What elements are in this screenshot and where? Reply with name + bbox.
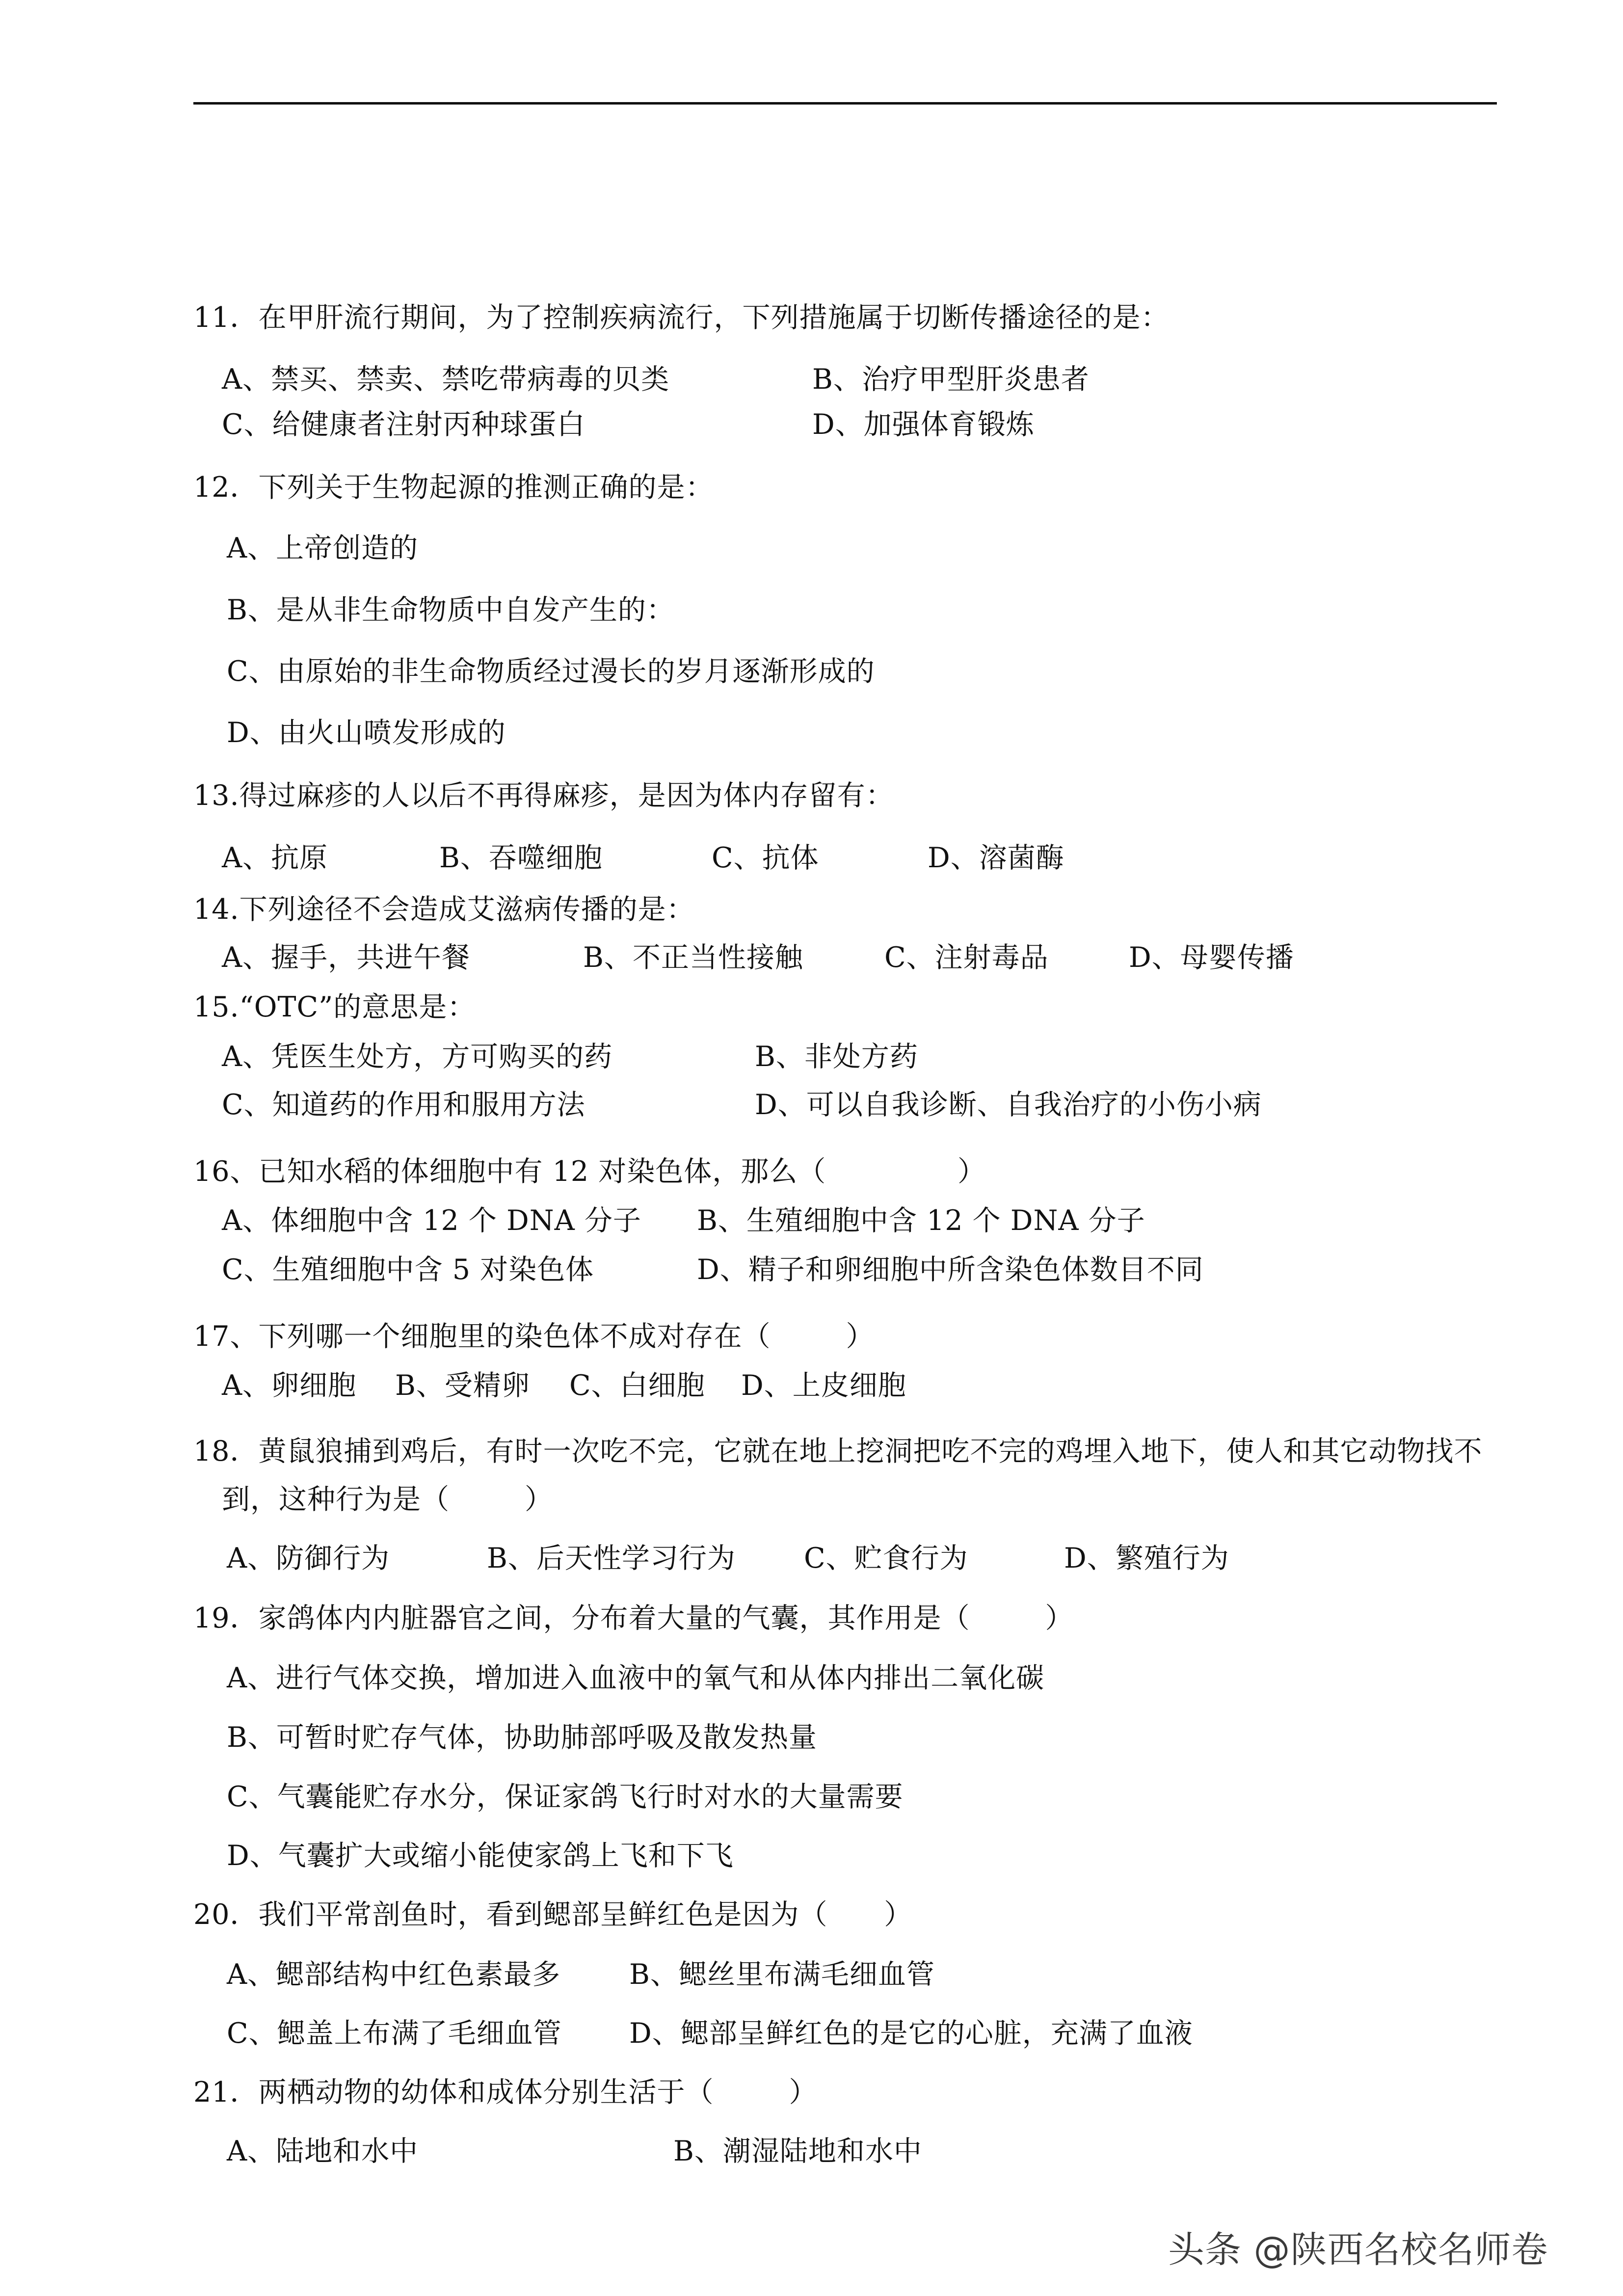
question-13-stem: 13.得过麻疹的人以后不再得麻疹，是因为体内存留有： — [193, 779, 894, 812]
question-20-option-a: A、鳃部结构中红色素最多 — [227, 1958, 561, 1991]
question-16-option-d: D、精子和卵细胞中所含染色体数目不同 — [697, 1254, 1204, 1286]
question-15-option-a: A、凭医生处方，方可购买的药 — [222, 1041, 613, 1073]
question-19-option-c: C、气囊能贮存水分，保证家鸽飞行时对水的大量需要 — [227, 1781, 904, 1813]
question-11-option-b: B、治疗甲型肝炎患者 — [812, 363, 1090, 396]
question-12-option-c: C、由原始的非生命物质经过漫长的岁月逐渐形成的 — [227, 655, 875, 688]
question-16-stem: 16、已知水稻的体细胞中有 12 对染色体，那么（ ） — [193, 1155, 986, 1188]
question-11-option-d: D、加强体育锻炼 — [812, 408, 1035, 441]
question-21-stem: 21．两栖动物的幼体和成体分别生活于（ ） — [193, 2076, 818, 2109]
question-20-option-d: D、鳃部呈鲜红色的是它的心脏，充满了血液 — [629, 2017, 1193, 2050]
question-11-option-a: A、禁买、禁卖、禁吃带病毒的贝类 — [222, 363, 670, 396]
question-21-option-b: B、潮湿陆地和水中 — [673, 2135, 922, 2167]
question-18-stem-continued: 到，这种行为是（ ） — [222, 1483, 553, 1516]
question-17-option-a: A、卵细胞 — [222, 1369, 357, 1402]
question-17-option-d: D、上皮细胞 — [741, 1369, 906, 1402]
question-14-option-c: C、注射毒品 — [884, 941, 1049, 974]
question-15-option-b: B、非处方药 — [755, 1041, 918, 1073]
question-17-stem: 17、下列哪一个细胞里的染色体不成对存在（ ） — [193, 1320, 875, 1353]
question-16-option-b: B、生殖细胞中含 12 个 DNA 分子 — [697, 1204, 1145, 1237]
question-18-stem: 18．黄鼠狼捕到鸡后，有时一次吃不完，它就在地上挖洞把吃不完的鸡埋入地下，使人和其它动物找不 — [193, 1435, 1483, 1468]
question-12-option-d: D、由火山喷发形成的 — [227, 717, 506, 749]
question-12-option-b: B、是从非生命物质中自发产生的： — [227, 594, 675, 626]
question-14-option-a: A、握手，共进午餐 — [222, 941, 471, 974]
question-15-stem: 15.“OTC”的意思是： — [193, 991, 476, 1023]
question-18-option-a: A、防御行为 — [227, 1542, 390, 1575]
question-14-option-b: B、不正当性接触 — [583, 941, 803, 974]
question-11-option-c: C、给健康者注射丙种球蛋白 — [222, 408, 585, 441]
question-17-option-c: C、白细胞 — [569, 1369, 705, 1402]
question-13-option-c: C、抗体 — [712, 842, 819, 874]
question-14-stem: 14.下列途径不会造成艾滋病传播的是： — [193, 893, 695, 926]
question-13-option-d: D、溶菌酶 — [928, 842, 1064, 874]
question-16-option-c: C、生殖细胞中含 5 对染色体 — [222, 1254, 594, 1286]
question-13-option-b: B、吞噬细胞 — [439, 842, 603, 874]
question-19-option-a: A、进行气体交换，增加进入血液中的氧气和从体内排出二氧化碳 — [227, 1662, 1045, 1694]
question-13-option-a: A、抗原 — [222, 842, 328, 874]
question-12-stem: 12．下列关于生物起源的推测正确的是： — [193, 471, 714, 504]
question-11-stem: 11．在甲肝流行期间，为了控制疾病流行，下列措施属于切断传播途径的是： — [193, 301, 1170, 334]
question-16-option-a: A、体细胞中含 12 个 DNA 分子 — [222, 1204, 641, 1237]
question-15-option-d: D、可以自我诊断、自我治疗的小伤小病 — [755, 1089, 1262, 1121]
watermark: 头条 @陕西名校名师卷 — [1168, 2229, 1548, 2271]
header-rule — [193, 102, 1497, 105]
question-14-option-d: D、母婴传播 — [1129, 941, 1294, 974]
question-17-option-b: B、受精卵 — [395, 1369, 530, 1402]
question-18-option-d: D、繁殖行为 — [1064, 1542, 1229, 1575]
question-20-stem: 20．我们平常剖鱼时，看到鳃部呈鲜红色是因为（ ） — [193, 1898, 913, 1931]
question-12-option-a: A、上帝创造的 — [227, 532, 419, 564]
question-19-option-d: D、气囊扩大或缩小能使家鸽上飞和下飞 — [227, 1840, 734, 1872]
question-20-option-b: B、鳃丝里布满毛细血管 — [629, 1958, 935, 1991]
question-21-option-a: A、陆地和水中 — [227, 2135, 419, 2167]
question-20-option-c: C、鳃盖上布满了毛细血管 — [227, 2017, 562, 2050]
question-19-stem: 19．家鸽体内内脏器官之间，分布着大量的气囊，其作用是（ ） — [193, 1602, 1074, 1634]
question-15-option-c: C、知道药的作用和服用方法 — [222, 1089, 585, 1121]
question-19-option-b: B、可暂时贮存气体，协助肺部呼吸及散发热量 — [227, 1721, 817, 1754]
question-18-option-b: B、后天性学习行为 — [487, 1542, 736, 1575]
question-18-option-c: C、贮食行为 — [804, 1542, 968, 1575]
